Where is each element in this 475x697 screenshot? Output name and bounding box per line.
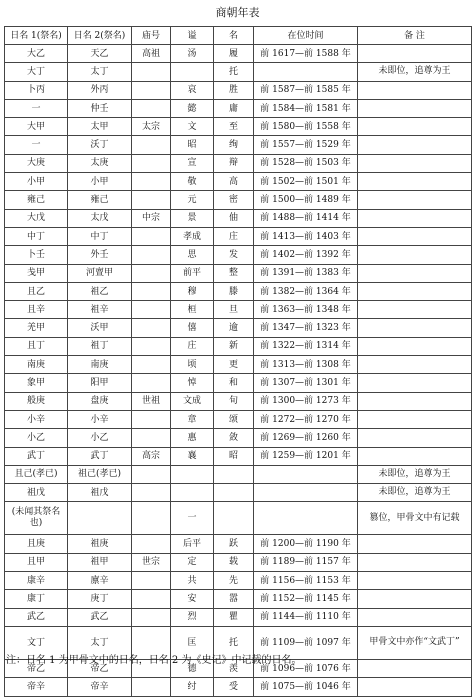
personal-name-cell: 和 xyxy=(214,374,254,392)
day-name-2-cell: 阳甲 xyxy=(68,374,132,392)
reign-period-cell: 前 1300—前 1273 年 xyxy=(254,392,358,410)
reign-period-cell: 前 1200—前 1190 年 xyxy=(254,535,358,553)
day-name-1-cell: 康辛 xyxy=(5,572,68,590)
reign-period-cell: 前 1584—前 1581 年 xyxy=(254,99,358,117)
day-name-2-cell: 沃甲 xyxy=(68,319,132,337)
day-name-2-cell: 祖丁 xyxy=(68,337,132,355)
day-name-2-cell: 祖辛 xyxy=(68,301,132,319)
temple-name-cell xyxy=(132,154,171,172)
personal-name-cell: 受 xyxy=(214,678,254,696)
remark-cell: 篡位，甲骨文中有记载 xyxy=(358,502,472,535)
temple-name-cell xyxy=(132,465,171,483)
day-name-2-cell: 外壬 xyxy=(68,246,132,264)
day-name-1-cell: 武乙 xyxy=(5,608,68,626)
reign-period-cell: 前 1075—前 1046 年 xyxy=(254,678,358,696)
personal-name-cell: 庄 xyxy=(214,227,254,245)
day-name-2-cell: 天乙 xyxy=(68,45,132,63)
table-row xyxy=(5,319,472,337)
day-name-1-cell: 文丁 xyxy=(5,626,68,659)
day-name-1-cell: 象甲 xyxy=(5,374,68,392)
reign-period-cell: 前 1322—前 1314 年 xyxy=(254,337,358,355)
remark-cell xyxy=(358,319,472,337)
remark-cell xyxy=(358,45,472,63)
remark-cell xyxy=(358,301,472,319)
posthumous-name-cell xyxy=(171,465,214,483)
chronology-table xyxy=(4,26,472,697)
personal-name-cell: 跃 xyxy=(214,535,254,553)
day-name-2-cell: 祖戊 xyxy=(68,484,132,502)
personal-name-cell: 伷 xyxy=(214,209,254,227)
posthumous-name-cell: 惠 xyxy=(171,429,214,447)
day-name-2-cell: 外丙 xyxy=(68,81,132,99)
remark-cell xyxy=(358,608,472,626)
posthumous-name-cell: 匡 xyxy=(171,626,214,659)
personal-name-cell: 滕 xyxy=(214,282,254,300)
personal-name-cell: 高 xyxy=(214,173,254,191)
day-name-1-cell: (未闻其祭名也) xyxy=(5,502,68,535)
remark-cell xyxy=(358,356,472,374)
personal-name-cell: 逾 xyxy=(214,319,254,337)
temple-name-cell xyxy=(132,227,171,245)
posthumous-name-cell: 德 xyxy=(171,659,214,677)
day-name-1-cell: 帝辛 xyxy=(5,678,68,696)
day-name-1-cell: 大庚 xyxy=(5,154,68,172)
day-name-1-cell: 且辛 xyxy=(5,301,68,319)
day-name-1-cell: 大甲 xyxy=(5,118,68,136)
reign-period-cell xyxy=(254,63,358,81)
reign-period-cell: 前 1363—前 1348 年 xyxy=(254,301,358,319)
day-name-1-cell: 小甲 xyxy=(5,173,68,191)
temple-name-cell xyxy=(132,429,171,447)
day-name-2-cell: 太庚 xyxy=(68,154,132,172)
remark-cell xyxy=(358,209,472,227)
day-name-1-cell: 且丁 xyxy=(5,337,68,355)
reign-period-cell: 前 1391—前 1383 年 xyxy=(254,264,358,282)
personal-name-cell: 嚣 xyxy=(214,590,254,608)
remark-cell xyxy=(358,429,472,447)
table-row xyxy=(5,227,472,245)
personal-name-cell: 颂 xyxy=(214,410,254,428)
day-name-2-cell: 太戊 xyxy=(68,209,132,227)
remark-cell xyxy=(358,136,472,154)
posthumous-name-cell xyxy=(171,484,214,502)
day-name-1-cell: 小辛 xyxy=(5,410,68,428)
day-name-2-cell: 祖甲 xyxy=(68,553,132,571)
day-name-1-cell: 般庚 xyxy=(5,392,68,410)
table-row xyxy=(5,118,472,136)
reign-period-cell xyxy=(254,465,358,483)
remark-cell xyxy=(358,392,472,410)
table-row xyxy=(5,572,472,590)
day-name-1-cell: 帝乙 xyxy=(5,659,68,677)
personal-name-cell: 旬 xyxy=(214,392,254,410)
temple-name-cell xyxy=(132,136,171,154)
temple-name-cell: 世宗 xyxy=(132,553,171,571)
temple-name-cell xyxy=(132,264,171,282)
table-row xyxy=(5,81,472,99)
temple-name-cell xyxy=(132,246,171,264)
remark-cell xyxy=(358,264,472,282)
temple-name-cell xyxy=(132,678,171,696)
reign-period-cell: 前 1528—前 1503 年 xyxy=(254,154,358,172)
table-row xyxy=(5,590,472,608)
table-row xyxy=(5,535,472,553)
remark-cell xyxy=(358,154,472,172)
reign-period-cell: 前 1189—前 1157 年 xyxy=(254,553,358,571)
day-name-1-cell: 且己(孝已) xyxy=(5,465,68,483)
posthumous-name-cell: 懿 xyxy=(171,99,214,117)
day-name-2-cell: 祖庚 xyxy=(68,535,132,553)
posthumous-name-cell: 定 xyxy=(171,553,214,571)
reign-period-cell: 前 1096—前 1076 年 xyxy=(254,659,358,677)
day-name-2-cell: 太甲 xyxy=(68,118,132,136)
reign-period-cell: 前 1313—前 1308 年 xyxy=(254,356,358,374)
remark-cell xyxy=(358,572,472,590)
remark-cell xyxy=(358,282,472,300)
day-name-1-cell: 中丁 xyxy=(5,227,68,245)
remark-cell xyxy=(358,535,472,553)
table-row xyxy=(5,154,472,172)
reign-period-cell: 前 1347—前 1323 年 xyxy=(254,319,358,337)
personal-name-cell: 庸 xyxy=(214,99,254,117)
posthumous-name-cell: 穆 xyxy=(171,282,214,300)
day-name-2-cell: 沃丁 xyxy=(68,136,132,154)
posthumous-name-cell: 共 xyxy=(171,572,214,590)
temple-name-cell: 世祖 xyxy=(132,392,171,410)
table-row xyxy=(5,337,472,355)
table-row xyxy=(5,301,472,319)
temple-name-cell xyxy=(132,590,171,608)
header-cell: 日名 2(祭名) xyxy=(68,27,132,45)
posthumous-name-cell: 哀 xyxy=(171,81,214,99)
reign-period-cell: 前 1152—前 1145 年 xyxy=(254,590,358,608)
temple-name-cell xyxy=(132,63,171,81)
remark-cell xyxy=(358,553,472,571)
posthumous-name-cell: 后平 xyxy=(171,535,214,553)
day-name-2-cell: 祖乙 xyxy=(68,282,132,300)
remark-cell xyxy=(358,447,472,465)
day-name-2-cell xyxy=(68,502,132,535)
personal-name-cell: 胜 xyxy=(214,81,254,99)
day-name-1-cell: 大乙 xyxy=(5,45,68,63)
posthumous-name-cell: 文成 xyxy=(171,392,214,410)
reign-period-cell: 前 1272—前 1270 年 xyxy=(254,410,358,428)
day-name-2-cell: 廪辛 xyxy=(68,572,132,590)
table-row xyxy=(5,136,472,154)
table-row xyxy=(5,264,472,282)
table-row xyxy=(5,356,472,374)
personal-name-cell: 新 xyxy=(214,337,254,355)
posthumous-name-cell: 悼 xyxy=(171,374,214,392)
posthumous-name-cell: 襄 xyxy=(171,447,214,465)
personal-name-cell: 绚 xyxy=(214,136,254,154)
day-name-2-cell: 帝乙 xyxy=(68,659,132,677)
table-row xyxy=(5,608,472,626)
reign-period-cell: 前 1488—前 1414 年 xyxy=(254,209,358,227)
day-name-2-cell: 太丁 xyxy=(68,63,132,81)
remark-cell xyxy=(358,227,472,245)
personal-name-cell: 至 xyxy=(214,118,254,136)
temple-name-cell xyxy=(132,191,171,209)
table-row xyxy=(5,447,472,465)
remark-cell xyxy=(358,246,472,264)
header-cell: 备 注 xyxy=(358,27,472,45)
personal-name-cell: 托 xyxy=(214,626,254,659)
reign-period-cell: 前 1307—前 1301 年 xyxy=(254,374,358,392)
temple-name-cell: 高祖 xyxy=(132,45,171,63)
posthumous-name-cell: 章 xyxy=(171,410,214,428)
day-name-2-cell: 雍己 xyxy=(68,191,132,209)
table-row xyxy=(5,173,472,191)
header-cell: 名 xyxy=(214,27,254,45)
remark-cell xyxy=(358,678,472,696)
temple-name-cell xyxy=(132,99,171,117)
temple-name-cell: 高宗 xyxy=(132,447,171,465)
day-name-1-cell: 一 xyxy=(5,99,68,117)
personal-name-cell: 先 xyxy=(214,572,254,590)
reign-period-cell: 前 1617—前 1588 年 xyxy=(254,45,358,63)
table-row xyxy=(5,282,472,300)
posthumous-name-cell: 顷 xyxy=(171,356,214,374)
table-row xyxy=(5,678,472,696)
day-name-1-cell: 且庚 xyxy=(5,535,68,553)
reign-period-cell: 前 1587—前 1585 年 xyxy=(254,81,358,99)
posthumous-name-cell: 桓 xyxy=(171,301,214,319)
header-cell: 在位时间 xyxy=(254,27,358,45)
posthumous-name-cell: 一 xyxy=(171,502,214,535)
day-name-2-cell: 武乙 xyxy=(68,608,132,626)
remark-cell: 未即位，追尊为王 xyxy=(358,484,472,502)
table-row xyxy=(5,209,472,227)
personal-name-cell: 更 xyxy=(214,356,254,374)
temple-name-cell xyxy=(132,572,171,590)
temple-name-cell xyxy=(132,608,171,626)
personal-name-cell: 发 xyxy=(214,246,254,264)
reign-period-cell: 前 1557—前 1529 年 xyxy=(254,136,358,154)
reign-period-cell: 前 1269—前 1260 年 xyxy=(254,429,358,447)
reign-period-cell xyxy=(254,484,358,502)
remark-cell xyxy=(358,410,472,428)
table-row xyxy=(5,484,472,502)
day-name-1-cell: 大丁 xyxy=(5,63,68,81)
reign-period-cell: 前 1500—前 1489 年 xyxy=(254,191,358,209)
remark-cell: 甲骨文中亦作“文武丁” xyxy=(358,626,472,659)
personal-name-cell xyxy=(214,502,254,535)
header-cell: 日名 1(祭名) xyxy=(5,27,68,45)
day-name-2-cell: 祖己(孝已) xyxy=(68,465,132,483)
day-name-1-cell: 戋甲 xyxy=(5,264,68,282)
remark-cell xyxy=(358,173,472,191)
temple-name-cell xyxy=(132,173,171,191)
remark-cell xyxy=(358,337,472,355)
table-row xyxy=(5,392,472,410)
posthumous-name-cell: 安 xyxy=(171,590,214,608)
remark-cell xyxy=(358,99,472,117)
temple-name-cell xyxy=(132,81,171,99)
remark-cell xyxy=(358,374,472,392)
remark-cell xyxy=(358,191,472,209)
temple-name-cell xyxy=(132,356,171,374)
table-row xyxy=(5,246,472,264)
personal-name-cell: 羡 xyxy=(214,659,254,677)
day-name-2-cell: 庚丁 xyxy=(68,590,132,608)
remark-cell xyxy=(358,590,472,608)
posthumous-name-cell: 孝成 xyxy=(171,227,214,245)
table-row xyxy=(5,374,472,392)
footnote: 注：日名 1 为甲骨文中的日名，日名 2 为《史记》中记载的日名。 xyxy=(6,655,302,666)
posthumous-name-cell: 前平 xyxy=(171,264,214,282)
remark-cell xyxy=(358,81,472,99)
header-cell: 庙号 xyxy=(132,27,171,45)
table-row xyxy=(5,429,472,447)
table-row xyxy=(5,502,472,535)
personal-name-cell xyxy=(214,484,254,502)
temple-name-cell xyxy=(132,319,171,337)
reign-period-cell: 前 1382—前 1364 年 xyxy=(254,282,358,300)
personal-name-cell: 昭 xyxy=(214,447,254,465)
posthumous-name-cell: 昭 xyxy=(171,136,214,154)
personal-name-cell: 载 xyxy=(214,553,254,571)
reign-period-cell xyxy=(254,502,358,535)
page-title: 商朝年表 xyxy=(215,6,260,19)
day-name-1-cell: 卜壬 xyxy=(5,246,68,264)
temple-name-cell xyxy=(132,535,171,553)
day-name-1-cell: 南庚 xyxy=(5,356,68,374)
posthumous-name-cell: 文 xyxy=(171,118,214,136)
day-name-1-cell: 羌甲 xyxy=(5,319,68,337)
remark-cell: 未即位，追尊为王 xyxy=(358,63,472,81)
day-name-1-cell: 一 xyxy=(5,136,68,154)
personal-name-cell: 旦 xyxy=(214,301,254,319)
day-name-1-cell: 雍己 xyxy=(5,191,68,209)
table-row xyxy=(5,410,472,428)
temple-name-cell: 太宗 xyxy=(132,118,171,136)
table-row xyxy=(5,99,472,117)
day-name-2-cell: 小乙 xyxy=(68,429,132,447)
day-name-1-cell: 武丁 xyxy=(5,447,68,465)
day-name-1-cell: 且甲 xyxy=(5,553,68,571)
day-name-2-cell: 帝辛 xyxy=(68,678,132,696)
day-name-2-cell: 河亶甲 xyxy=(68,264,132,282)
temple-name-cell xyxy=(132,484,171,502)
personal-name-cell: 托 xyxy=(214,63,254,81)
personal-name-cell: 敛 xyxy=(214,429,254,447)
personal-name-cell: 密 xyxy=(214,191,254,209)
day-name-1-cell: 康丁 xyxy=(5,590,68,608)
posthumous-name-cell: 僖 xyxy=(171,319,214,337)
posthumous-name-cell: 纣 xyxy=(171,678,214,696)
temple-name-cell xyxy=(132,502,171,535)
day-name-1-cell: 祖戊 xyxy=(5,484,68,502)
header-cell: 谥 xyxy=(171,27,214,45)
reign-period-cell: 前 1109—前 1097 年 xyxy=(254,626,358,659)
table-row xyxy=(5,63,472,81)
day-name-2-cell: 小辛 xyxy=(68,410,132,428)
posthumous-name-cell xyxy=(171,63,214,81)
day-name-1-cell: 大戊 xyxy=(5,209,68,227)
day-name-2-cell: 小甲 xyxy=(68,173,132,191)
reign-period-cell: 前 1502—前 1501 年 xyxy=(254,173,358,191)
temple-name-cell: 中宗 xyxy=(132,209,171,227)
reign-period-cell: 前 1413—前 1403 年 xyxy=(254,227,358,245)
reign-period-cell: 前 1259—前 1201 年 xyxy=(254,447,358,465)
reign-period-cell: 前 1580—前 1558 年 xyxy=(254,118,358,136)
day-name-2-cell: 太丁 xyxy=(68,626,132,659)
day-name-2-cell: 仲壬 xyxy=(68,99,132,117)
temple-name-cell xyxy=(132,374,171,392)
personal-name-cell: 履 xyxy=(214,45,254,63)
temple-name-cell xyxy=(132,337,171,355)
reign-period-cell: 前 1402—前 1392 年 xyxy=(254,246,358,264)
remark-cell: 未即位，追尊为王 xyxy=(358,465,472,483)
temple-name-cell xyxy=(132,301,171,319)
table-row xyxy=(5,465,472,483)
day-name-2-cell: 中丁 xyxy=(68,227,132,245)
day-name-1-cell: 小乙 xyxy=(5,429,68,447)
posthumous-name-cell: 庄 xyxy=(171,337,214,355)
posthumous-name-cell: 烈 xyxy=(171,608,214,626)
personal-name-cell: 瞿 xyxy=(214,608,254,626)
posthumous-name-cell: 汤 xyxy=(171,45,214,63)
day-name-2-cell: 武丁 xyxy=(68,447,132,465)
posthumous-name-cell: 敬 xyxy=(171,173,214,191)
remark-cell xyxy=(358,118,472,136)
day-name-1-cell: 卜丙 xyxy=(5,81,68,99)
table-row xyxy=(5,45,472,63)
posthumous-name-cell: 景 xyxy=(171,209,214,227)
table-row xyxy=(5,191,472,209)
day-name-2-cell: 盘庚 xyxy=(68,392,132,410)
reign-period-cell: 前 1156—前 1153 年 xyxy=(254,572,358,590)
reign-period-cell: 前 1144—前 1110 年 xyxy=(254,608,358,626)
posthumous-name-cell: 宣 xyxy=(171,154,214,172)
temple-name-cell xyxy=(132,282,171,300)
temple-name-cell xyxy=(132,410,171,428)
personal-name-cell: 辩 xyxy=(214,154,254,172)
table-row xyxy=(5,553,472,571)
personal-name-cell: 整 xyxy=(214,264,254,282)
table-header-row xyxy=(5,27,472,45)
posthumous-name-cell: 元 xyxy=(171,191,214,209)
day-name-2-cell: 南庚 xyxy=(68,356,132,374)
personal-name-cell xyxy=(214,465,254,483)
table-body xyxy=(5,45,472,697)
day-name-1-cell: 且乙 xyxy=(5,282,68,300)
posthumous-name-cell: 思 xyxy=(171,246,214,264)
